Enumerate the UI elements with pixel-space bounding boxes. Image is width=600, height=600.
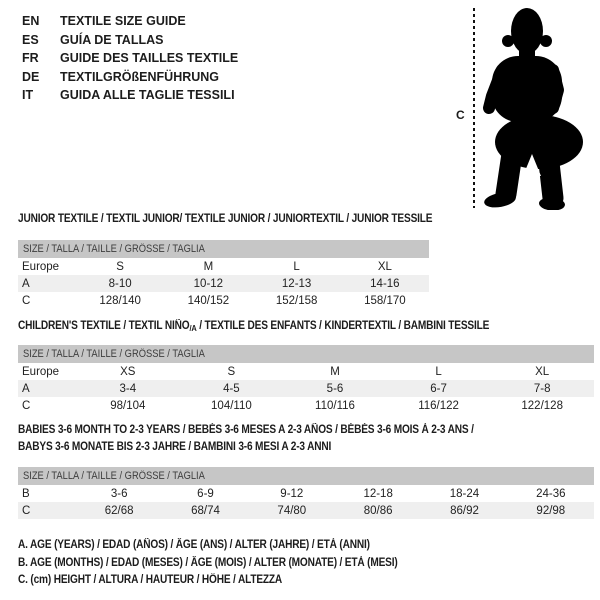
table-cell: 10-12	[193, 277, 224, 290]
table-cell: 74/80	[277, 504, 307, 517]
language-list	[22, 12, 238, 105]
table-cell: 7-8	[533, 382, 551, 395]
table-cell: 116/122	[418, 399, 459, 412]
toddler-silhouette	[478, 4, 593, 210]
table-cell: 110/116	[315, 399, 355, 412]
row-label: A	[22, 382, 30, 395]
table-cell: S	[116, 260, 124, 273]
table-cell: 68/74	[191, 504, 220, 517]
language-code: FR	[22, 51, 39, 65]
table-row	[18, 397, 594, 414]
table-cell: 122/128	[521, 399, 563, 412]
babies-section-title-line1: BABIES 3-6 MONTH TO 2-3 YEARS / BEBÉS 3-6 MESES A 2-3 AÑOS / BÉBÉS 3-6 MOIS À 2-3 ANS /	[18, 424, 474, 436]
table-cell: 62/68	[104, 504, 134, 517]
table-cell: 12-18	[363, 487, 393, 500]
table-cell: 12-13	[281, 277, 312, 290]
table-cell: 92/98	[536, 504, 566, 517]
table-cell: 86/92	[450, 504, 479, 517]
table-cell: 152/158	[275, 294, 318, 307]
table-row	[18, 258, 429, 275]
junior-section-title: JUNIOR TEXTILE / TEXTIL JUNIOR/ TEXTILE JUNIOR / JUNIORTEXTIL / JUNIOR TESSILE	[18, 213, 433, 225]
height-measure-dashed-line	[473, 8, 475, 208]
language-label: GUIDA ALLE TAGLIE TESSILI	[60, 88, 235, 102]
table-cell: 98/104	[110, 399, 146, 412]
table-cell: 3-6	[110, 487, 128, 500]
language-code: ES	[22, 32, 39, 47]
children-size-table	[18, 345, 594, 414]
height-measure-label: C	[456, 108, 465, 122]
table-cell: S	[227, 365, 236, 378]
row-label: B	[22, 487, 30, 500]
language-label: GUÍA DE TALLAS	[60, 32, 164, 47]
size-header-label: SIZE / TALLA / TAILLE / GRÖSSE / TAGLIA	[23, 470, 205, 482]
table-row	[18, 380, 594, 397]
table-cell: XL	[377, 260, 392, 273]
table-row	[18, 485, 594, 502]
size-header-label: SIZE / TALLA / TAILLE / GRÖSSE / TAGLIA	[23, 243, 205, 255]
table-cell: XS	[120, 365, 136, 378]
table-cell: 6-9	[197, 487, 214, 500]
table-cell: 80/86	[363, 504, 393, 517]
row-label: C	[22, 504, 31, 517]
table-cell: 14-16	[370, 277, 400, 290]
language-row	[22, 68, 238, 87]
table-row	[18, 502, 594, 519]
row-label: Europe	[22, 365, 60, 378]
language-code: EN	[22, 14, 40, 28]
row-label: Europe	[22, 260, 60, 273]
language-row	[22, 49, 238, 68]
table-cell: 140/152	[187, 294, 230, 307]
language-row	[22, 12, 238, 31]
children-title-subscript: /A	[189, 323, 197, 333]
table-cell: 4-5	[223, 382, 240, 395]
table-cell: 6-7	[430, 382, 447, 395]
language-label: TEXTILGRÖßENFÜHRUNG	[60, 69, 220, 84]
table-cell: L	[293, 260, 300, 273]
table-row	[18, 292, 429, 309]
table-cell: 158/170	[364, 294, 406, 307]
table-cell: 9-12	[280, 487, 304, 500]
language-row	[22, 31, 238, 50]
size-header-label: SIZE / TALLA / TAILLE / GRÖSSE / TAGLIA	[23, 348, 205, 360]
junior-size-table	[18, 240, 429, 309]
language-label: GUIDE DES TAILLES TEXTILE	[60, 51, 239, 65]
children-title-text: CHILDREN'S TEXTILE / TEXTIL NIÑO	[18, 320, 190, 332]
size-header-bar	[18, 345, 594, 363]
table-cell: L	[435, 365, 442, 378]
table-row	[18, 275, 429, 292]
note-age-months: B. AGE (MONTHS) / EDAD (MESES) / ÂGE (MOIS) / ALTER (MONATE) / ETÀ (MESI)	[18, 556, 398, 569]
language-code: IT	[22, 88, 34, 102]
legend-notes	[18, 537, 449, 590]
children-section-title	[18, 320, 489, 332]
table-cell: M	[330, 365, 340, 378]
language-row	[22, 86, 238, 105]
table-row	[18, 363, 594, 380]
table-cell: M	[203, 260, 214, 273]
table-cell: 24-36	[536, 487, 566, 500]
row-label: A	[22, 277, 30, 290]
table-cell: 18-24	[449, 487, 480, 500]
language-label: TEXTILE SIZE GUIDE	[60, 14, 186, 28]
note-height: C. (cm) HEIGHT / ALTURA / HAUTEUR / HÖHE / ALTEZZA	[18, 574, 283, 586]
babies-section-title-line2: BABYS 3-6 MONATE BIS 2-3 JAHRE / BAMBINI 3-6 MESI A 2-3 ANNI	[18, 441, 332, 453]
size-header-bar	[18, 467, 594, 485]
row-label: C	[22, 294, 31, 307]
table-cell: 8-10	[108, 277, 132, 290]
table-cell: XL	[535, 365, 550, 378]
table-cell: 104/110	[211, 399, 252, 412]
note-age-years: A. AGE (YEARS) / EDAD (AÑOS) / ÂGE (ANS) / ALTER (JAHRE) / ETÀ (ANNI)	[18, 539, 370, 551]
row-label: C	[22, 399, 31, 412]
size-header-bar	[18, 240, 429, 258]
children-title-text: / TEXTILE DES ENFANTS / KINDERTEXTIL / BAMBINI TESSILE	[196, 320, 490, 332]
table-cell: 5-6	[326, 382, 344, 395]
language-code: DE	[22, 69, 40, 84]
table-cell: 128/140	[99, 294, 141, 307]
babies-size-table	[18, 467, 594, 519]
table-cell: 3-4	[119, 382, 137, 395]
